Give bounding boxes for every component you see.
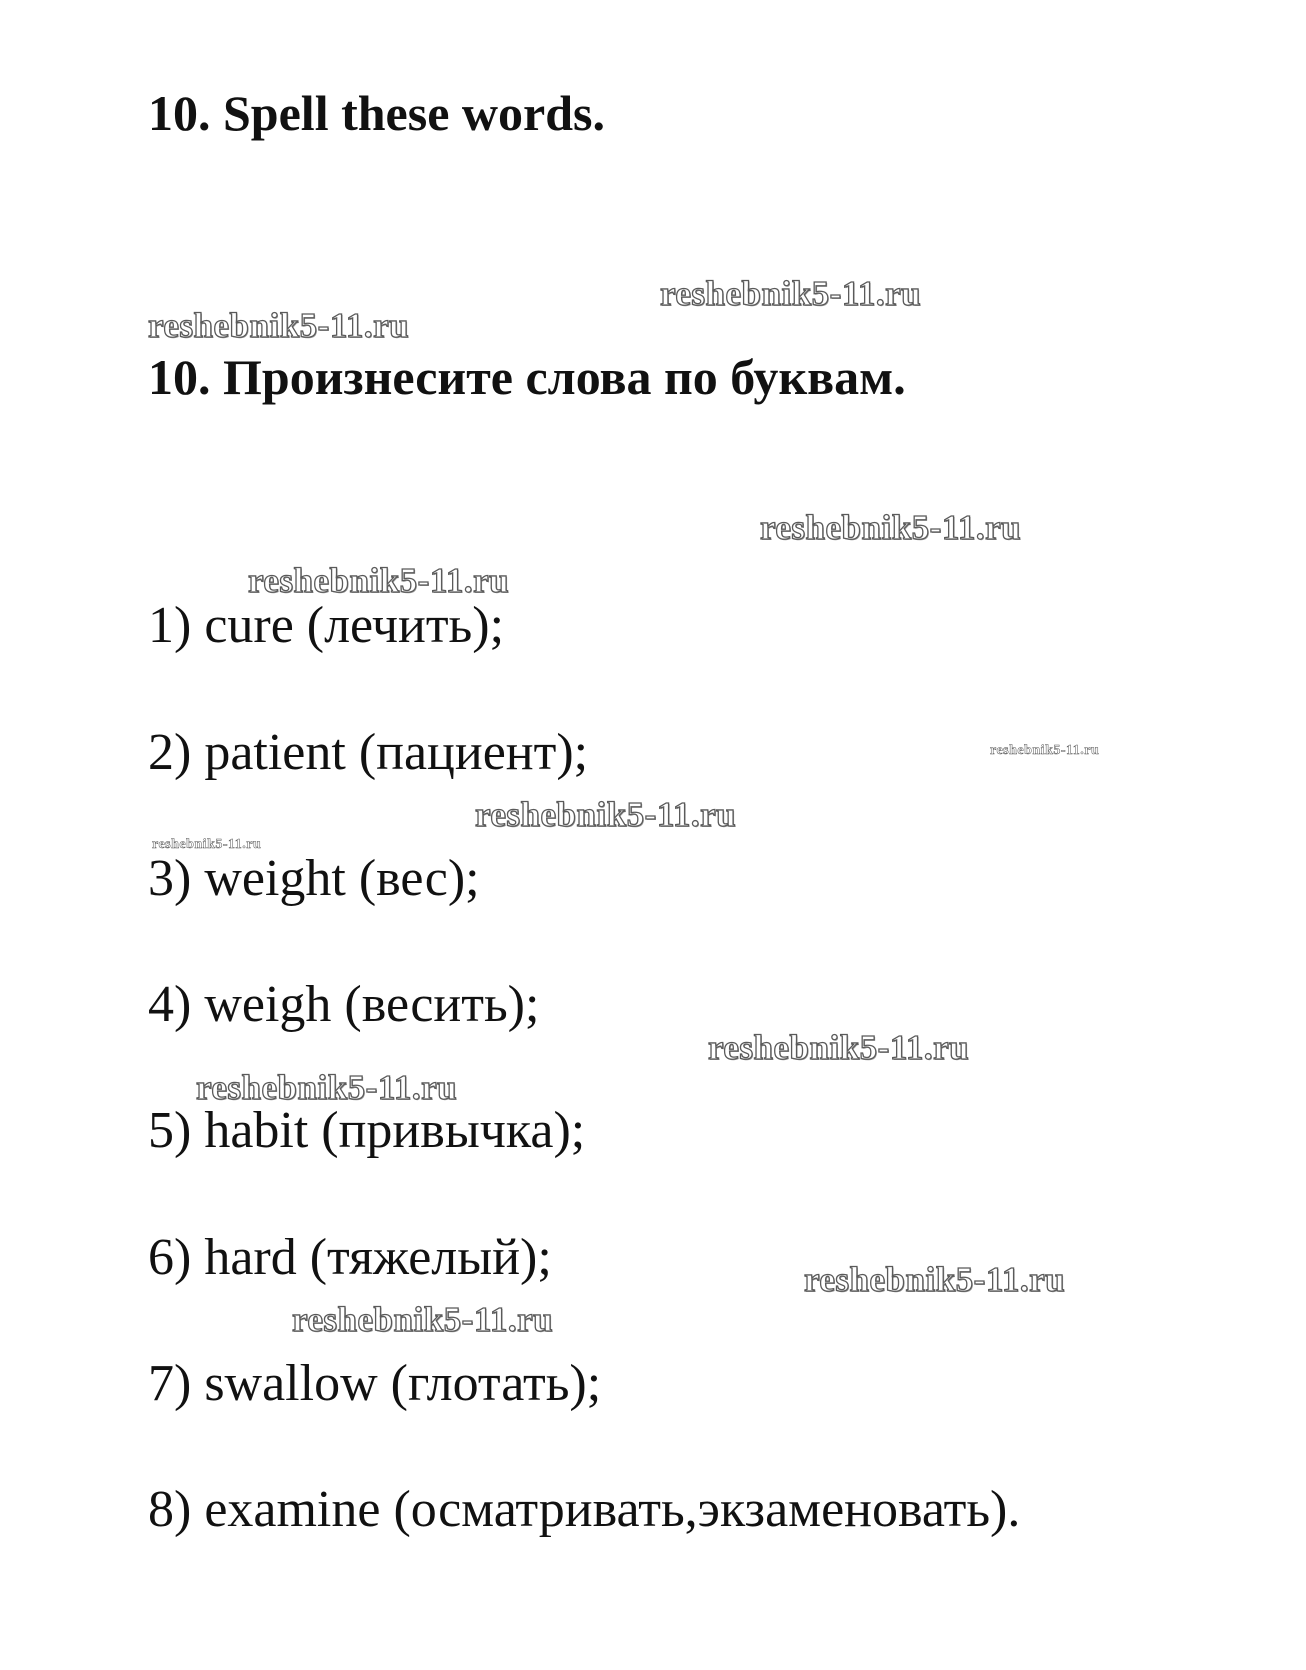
watermark: reshebnik5-11.ru — [196, 1068, 458, 1107]
list-item: 7) swallow (глотать); — [148, 1355, 602, 1412]
watermark: reshebnik5-11.ru — [804, 1260, 1066, 1299]
title-english: 10. Spell these words. — [148, 85, 605, 141]
watermark: reshebnik5-11.ru — [990, 743, 1100, 758]
list-item: 3) weight (вес); — [148, 850, 480, 907]
watermark: reshebnik5-11.ru — [292, 1300, 554, 1339]
watermark: reshebnik5-11.ru — [660, 274, 922, 313]
watermark: reshebnik5-11.ru — [475, 795, 737, 834]
list-item: 6) hard (тяжелый); — [148, 1229, 552, 1286]
list-item: 2) patient (пациент); — [148, 724, 589, 781]
watermark: reshebnik5-11.ru — [760, 508, 1022, 547]
list-item: 1) cure (лечить); — [148, 597, 505, 654]
watermark: reshebnik5-11.ru — [152, 837, 262, 852]
list-item: 5) habit (привычка); — [148, 1102, 586, 1159]
watermark: reshebnik5-11.ru — [708, 1028, 970, 1067]
list-item: 4) weigh (весить); — [148, 976, 540, 1033]
title-russian: 10. Произнесите слова по буквам. — [148, 349, 906, 405]
watermark: reshebnik5-11.ru — [148, 306, 410, 345]
list-item: 8) examine (осматривать,экзаменовать). — [148, 1481, 1021, 1538]
watermark: reshebnik5-11.ru — [248, 561, 510, 600]
